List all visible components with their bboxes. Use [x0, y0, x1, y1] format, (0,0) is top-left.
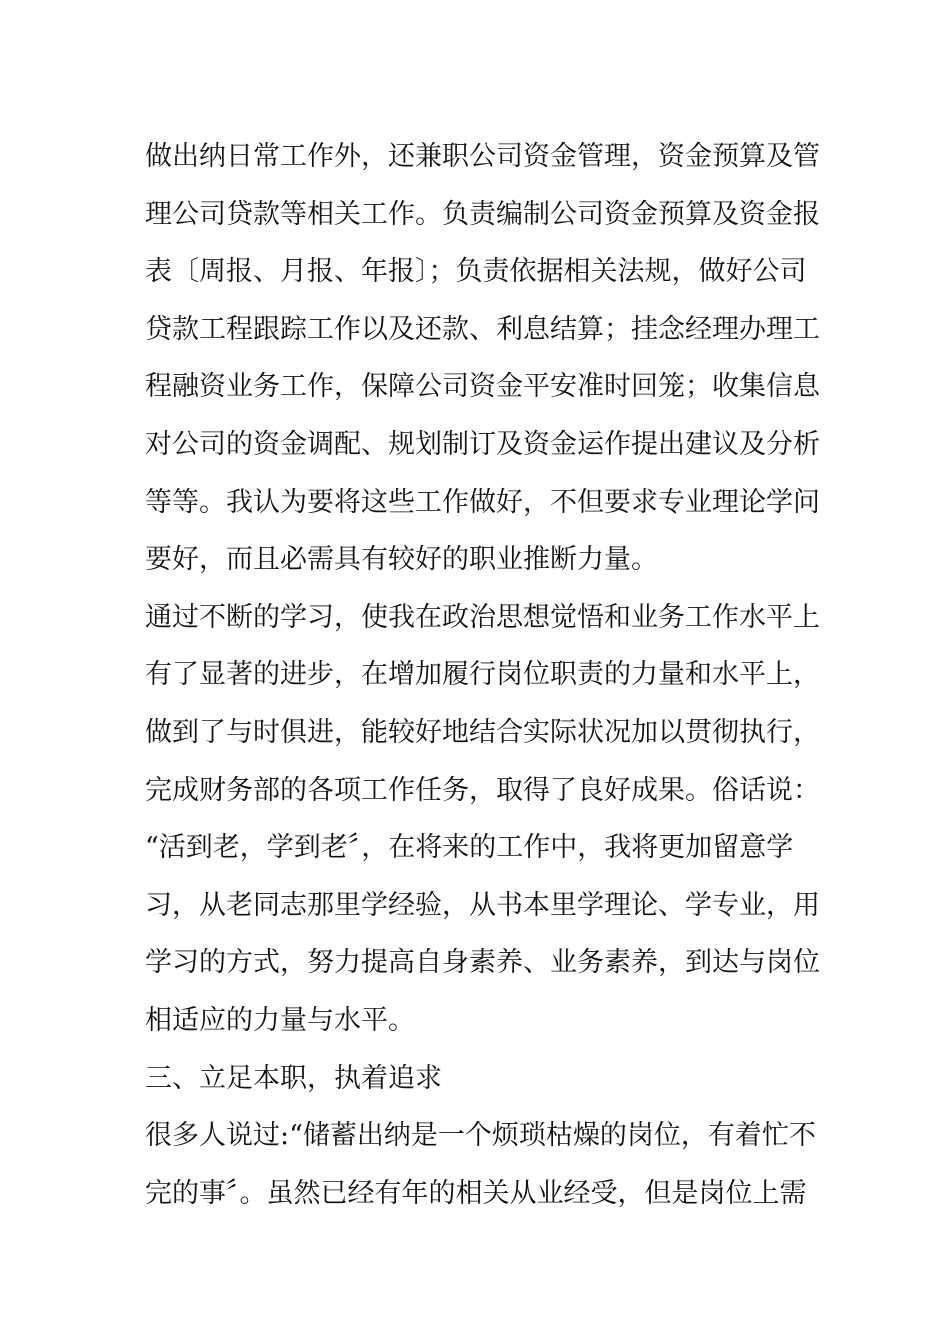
text-line: 习，从老同志那里学经验，从书本里学理论、学专业，用	[145, 889, 820, 921]
text-line: “活到老，学到老〞，在将来的工作中，我将更加留意学	[145, 832, 794, 864]
text-line: 有了显著的进步，在增加履行岗位职责的力量和水平上，	[145, 659, 820, 691]
text-line: 表〔周报、月报、年报〕；负责依据相关法规，做好公司	[145, 256, 807, 288]
text-line: 对公司的资金调配、规划制订及资金运作提出建议及分析	[145, 428, 820, 460]
text-line: 程融资业务工作，保障公司资金平安准时回笼；收集信息	[145, 371, 820, 403]
text-line: 很多人说过:“储蓄出纳是一个烦琐枯燥的岗位，有着忙不	[145, 1120, 816, 1152]
text-line: 通过不断的学习，使我在政治思想觉悟和业务工作水平上	[145, 601, 820, 633]
text-line: 完的事〞。虽然已经有年的相关从业经受，但是岗位上需	[145, 1177, 807, 1209]
text-line: 完成财务部的各项工作任务，取得了良好成果。俗话说：	[145, 774, 820, 806]
text-line: 贷款工程跟踪工作以及还款、利息结算；挂念经理办理工	[145, 313, 820, 345]
text-line: 要好，而且必需具有较好的职业推断力量。	[145, 544, 658, 576]
text-line: 理公司贷款等相关工作。负责编制公司资金预算及资金报	[145, 198, 820, 230]
text-line: 做到了与时俱进，能较好地结合实际状况加以贯彻执行，	[145, 716, 820, 748]
text-line: 学习的方式，努力提高自身素养、业务素养，到达与岗位	[145, 947, 820, 979]
text-line: 做出纳日常工作外，还兼职公司资金管理，资金预算及管	[145, 141, 820, 172]
text-line: 等等。我认为要将这些工作做好，不但要求专业理论学问	[145, 486, 820, 518]
text-line: 相适应的力量与水平。	[145, 1004, 415, 1036]
section-heading: 三、立足本职，执着追求	[145, 1062, 442, 1094]
body-text	[145, 128, 825, 1222]
